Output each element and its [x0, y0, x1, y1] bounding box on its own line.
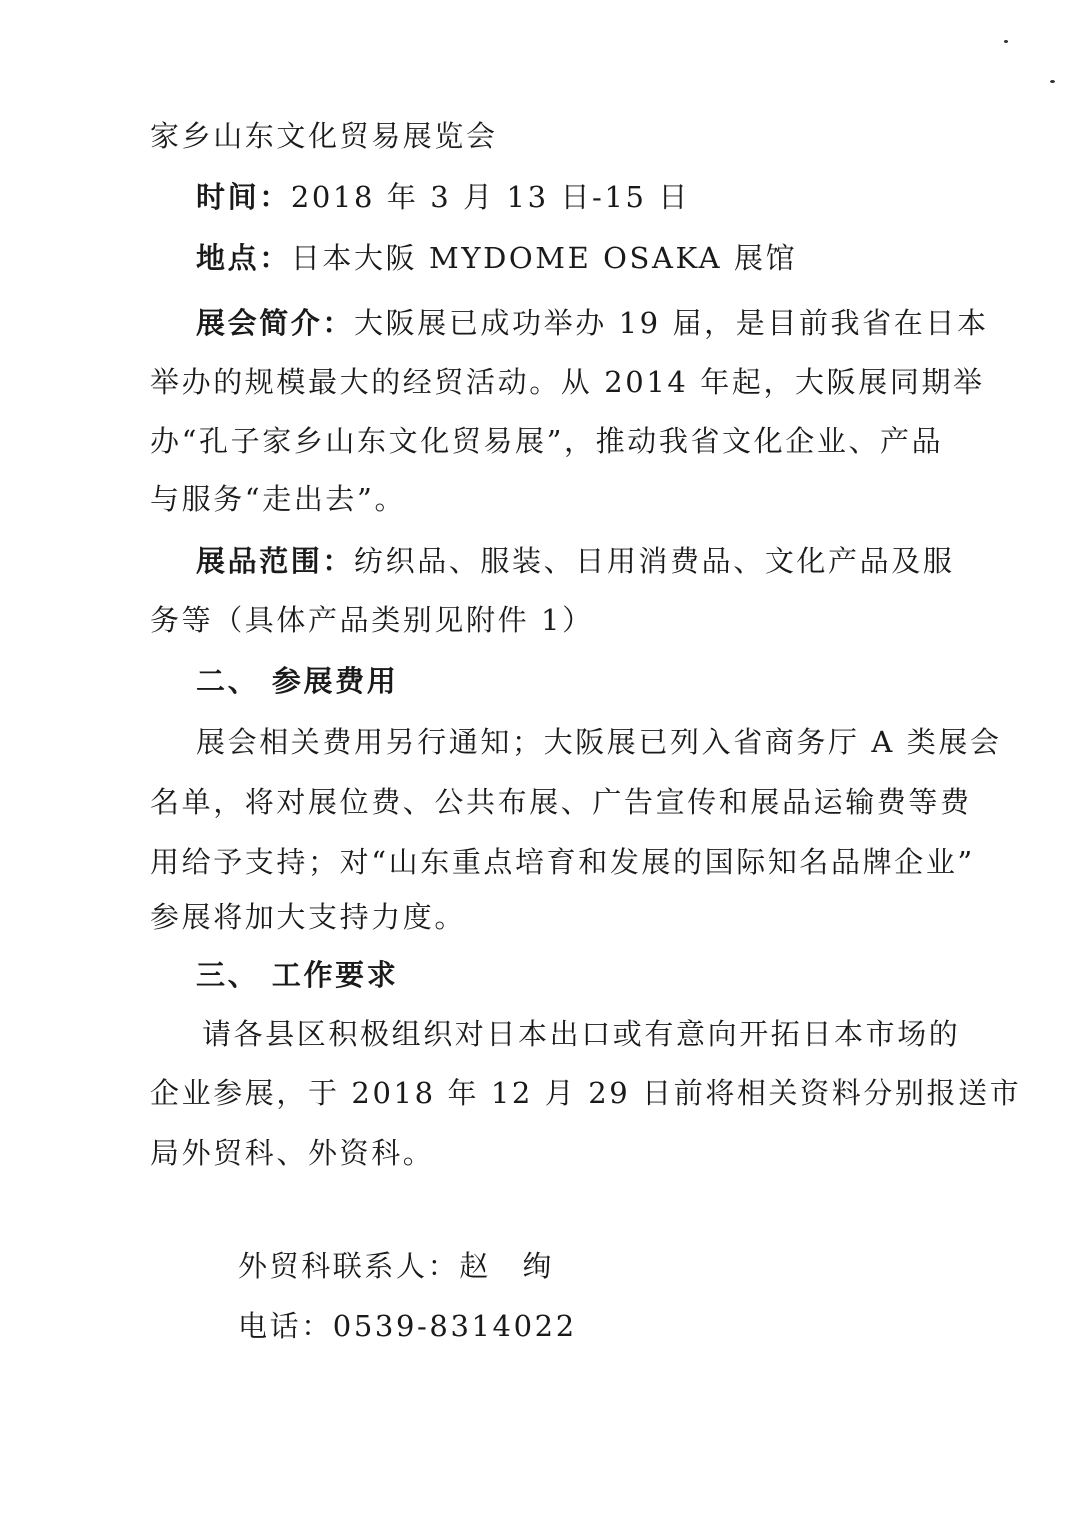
- intro-line-1: [196, 303, 989, 343]
- section2-line-4: 参展将加大支持力度。: [150, 900, 467, 934]
- time-line: [196, 177, 690, 217]
- location-line: [196, 238, 797, 278]
- contact-phone: 电话：0539-8314022: [238, 1309, 577, 1343]
- section3-line-2: 企业参展，于 2018 年 12 月 29 日前将相关资料分别报送市: [150, 1076, 1022, 1110]
- section3-line-3: 局外贸科、外资科。: [150, 1136, 435, 1170]
- scope-label: 展品范围：: [196, 544, 355, 578]
- location-value: 日本大阪 MYDOME OSAKA 展馆: [290, 241, 798, 275]
- scope-line-2: 务等（具体产品类别见附件 1）: [150, 603, 594, 637]
- section2-line-3: 用给予支持；对“山东重点培育和发展的国际知名品牌企业”: [150, 845, 975, 879]
- scan-speck: [1050, 80, 1055, 83]
- section3-heading: 三、 工作要求: [196, 958, 399, 992]
- scope-line-1: [196, 541, 954, 581]
- scope-text-1: 纺织品、服装、日用消费品、文化产品及服: [354, 544, 955, 578]
- time-value: 2018 年 3 月 13 日-15 日: [290, 180, 690, 214]
- intro-line-4: 与服务“走出去”。: [150, 482, 407, 516]
- intro-text-1: 大阪展已成功举办 19 届，是目前我省在日本: [354, 306, 989, 340]
- intro-line-2: 举办的规模最大的经贸活动。从 2014 年起，大阪展同期举: [150, 365, 985, 399]
- contact-person: 外贸科联系人：赵 绚: [238, 1249, 555, 1283]
- scan-speck: [1004, 40, 1008, 43]
- section2-line-2: 名单，将对展位费、公共布展、广告宣传和展品运输费等费: [150, 785, 972, 819]
- intro-line-3: 办“孔子家乡山东文化贸易展”，推动我省文化企业、产品: [150, 424, 944, 458]
- section3-line-1: 请各县区积极组织对日本出口或有意向开拓日本市场的: [202, 1017, 961, 1051]
- section2-heading: 二、 参展费用: [196, 664, 399, 698]
- intro-line: 家乡山东文化贸易展览会: [150, 119, 498, 153]
- location-label: 地点：: [196, 241, 291, 275]
- time-label: 时间：: [196, 180, 291, 214]
- section2-line-1: 展会相关费用另行通知；大阪展已列入省商务厅 A 类展会: [196, 725, 1002, 759]
- intro-label: 展会简介：: [196, 306, 355, 340]
